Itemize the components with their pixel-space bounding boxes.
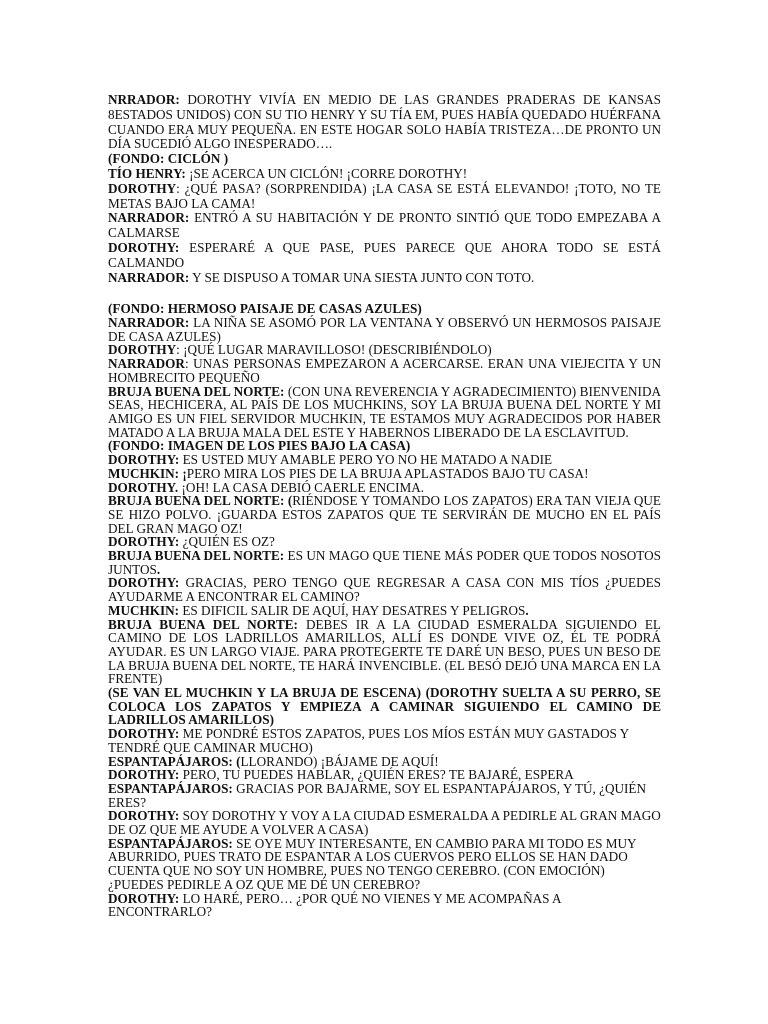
dialogue-text: : ¡QUÉ LUGAR MARAVILLOSO! (DESCRIBIÉNDOLO) (176, 342, 492, 358)
speaker-label: DOROTHY (108, 342, 177, 358)
dialogue-text: LLORANDO) ¡BÁJAME DE AQUÍ! (240, 753, 439, 769)
dialogue-text: ¡OH! LA CASA DEBIÓ CAERLE ENCIMA. (178, 479, 425, 495)
speaker-label: DOROTHY: (108, 890, 180, 906)
blank-line (108, 285, 661, 302)
speaker-label: DOROTHY: (108, 575, 180, 591)
script-paragraph (108, 782, 661, 809)
speaker-label: DOROTHY (108, 180, 177, 196)
script-paragraph (108, 211, 661, 241)
script-paragraph (108, 439, 661, 453)
speaker-label: DOROTHY: (108, 534, 180, 550)
speaker-label: (FONDO: IMAGEN DE LOS PIES BAJO LA CASA) (108, 438, 411, 454)
dialogue-text: PERO, TU PUEDES HABLAR, ¿QUIÉN ERES? TE BAJARÉ, ESPERA (179, 767, 574, 783)
dialogue-text: ME PONDRÉ ESTOS ZAPATOS, PUES LOS MÍOS ESTÁN MUY GASTADOS Y TENDRÉ QUE CAMINAR MUCHO) (108, 726, 629, 755)
script-paragraph (108, 385, 661, 440)
script-paragraph (108, 453, 661, 467)
dialogue-text: : ¿QUÉ PASA? (SORPRENDIDA) ¡LA CASA SE ESTÁ ELEVANDO! ¡TOTO, NO TE METAS BAJO LA CAMA! (108, 180, 661, 211)
dialogue-text: : UNAS PERSONAS EMPEZARON A ACERCARSE. ERAN UNA VIEJECITA Y UN HOMBRECITO PEQUEÑO (108, 356, 661, 385)
script-paragraph (108, 343, 661, 357)
script-paragraph (108, 727, 661, 754)
dialogue-text: ENTRÓ A SU HABITACIÓN Y DE PRONTO SINTIÓ QUE TODO EMPEZABA A CALMARSE (108, 210, 661, 241)
speaker-label: (FONDO: CICLÓN ) (108, 151, 229, 167)
dialogue-text: DOROTHY VIVÍA EN MEDIO DE LAS GRANDES PRADERAS DE KANSAS 8ESTADOS UNIDOS) CON SU TIO HENRY Y SU TÍA EM, PUES HABÍA QUEDADO HUÉRFANA CUANDO ERA MUY PEQUEÑA. EN ESTE HOGAR SOLO HABÍA TRISTEZA…DE PRONTO UN DÍA SUCEDIÓ ALGO INESPERADO…. (108, 92, 661, 152)
dialogue-text: ¡SE ACERCA UN CICLÓN! ¡CORRE DOROTHY! (185, 165, 468, 181)
dialogue-text: ES DIFICIL SALIR DE AQUÍ, HAY DESATRES Y PELIGROS (179, 602, 526, 618)
dialogue-text: PERO MIRA LOS PIES DE LA BRUJA APLASTADOS BAJO TU CASA! (186, 465, 589, 481)
script-paragraph (108, 604, 661, 618)
script-paragraph (108, 241, 661, 271)
dialogue-text: LO HARÉ, PERO… ¿POR QUÉ NO VIENES Y ME ACOMPAÑAS A ENCONTRARLO? (108, 890, 561, 920)
speaker-label: NARRADOR: (108, 269, 190, 285)
speaker-label: DOROTHY: (108, 808, 180, 824)
speaker-label: . (525, 602, 529, 618)
script-paragraph (108, 686, 661, 727)
dialogue-text: Y SE DISPUSO A TOMAR UNA SIESTA JUNTO CON TOTO. (189, 269, 535, 285)
dialogue-text: (CON UNA REVERENCIA Y AGRADECIMIENTO) BIENVENIDA SEAS, HECHICERA, AL PAÍS DE LOS MUCHKINS, SOY LA BRUJA BUENA DEL NORTE Y MI AMIGO ES UN FIEL SERVIDOR MUCHKIN, TE ESTAMOS MUY AGRADECIDOS POR HABER MATADO A LA BRUJA MALA DEL ESTE Y HABERNOS LIBERADO DE LA ESCLAVITUD. (108, 383, 661, 440)
script-paragraph (108, 809, 661, 836)
speaker-label: ESPANTAPÁJAROS: ( (108, 753, 241, 769)
script-paragraph (108, 549, 661, 576)
speaker-label: . (156, 561, 161, 577)
script-paragraph (108, 93, 661, 152)
dialogue-text: LA NIÑA SE ASOMÓ POR LA VENTANA Y OBSERVÓ UN HERMOSOS PAISAJE DE CASA AZULES) (108, 315, 661, 344)
speaker-label: DOROTHY: (108, 239, 180, 255)
dialogue-text: ESPERARÉ A QUE PASE, PUES PARECE QUE AHORA TODO SE ESTÁ CALMANDO (108, 239, 661, 270)
speaker-label: NARRADOR: (108, 315, 190, 331)
script-paragraph (108, 302, 661, 316)
script-paragraph (108, 271, 661, 286)
speaker-label: BRUJA BUENA DEL NORTE: (108, 616, 298, 632)
speaker-label: BRUJA BUENA DEL NORTE: (108, 383, 285, 399)
script-paragraph (108, 892, 661, 919)
dialogue-text: RIÉNDOSE Y TOMANDO LOS ZAPATOS) ERA TAN VIEJA QUE SE HIZO POLVO. ¡GUARDA ESTOS ZAPATOS QUE TE SERVIRÁN DE MUCHO EN EL PAÍS DEL GRAN MAGO OZ! (108, 493, 661, 536)
dialogue-text: ¿QUIÉN ES OZ? (179, 534, 275, 550)
script-paragraph (108, 618, 661, 687)
script-paragraph (108, 494, 661, 535)
speaker-label: (SE VAN EL MUCHKIN Y LA BRUJA DE ESCENA) (DOROTHY SUELTA A SU PERRO, SE COLOCA LOS ZAPATOS Y EMPIEZA A CAMINAR SIGUIENDO EL CAMINO DE LADRILLOS AMARILLOS) (108, 685, 661, 728)
script-paragraph (108, 768, 661, 782)
script-paragraph (108, 316, 661, 343)
dialogue-text: DEBES IR A LA CIUDAD ESMERALDA SIGUIENDO EL CAMINO DE LOS LADRILLOS AMARILLOS, ALLÍ ES DONDE VIVE OZ, ÉL TE PODRÁ AYUDAR. ES UN LARGO VIAJE. PARA PROTEGERTE TE DARÉ UN BESO, PUES UN BESO DE LA BRUJA BUENA DEL NORTE, TE HARÁ INVENCIBLE. (EL BESÓ DEJÓ UNA MARCA EN LA FRENTE) (108, 616, 661, 687)
speaker-label: BRUJA BUENA DEL NORTE: (108, 548, 285, 564)
speaker-label: DOROTHY: (108, 452, 180, 468)
script-paragraph (108, 467, 661, 481)
speaker-label: NRRADOR: (108, 92, 180, 107)
speaker-label: DOROTHY: (108, 726, 180, 742)
speaker-label: (FONDO: HERMOSO PAISAJE DE CASAS AZULES) (108, 301, 422, 317)
script-paragraph (108, 755, 661, 769)
script-paragraph (108, 535, 661, 549)
speaker-label: MUCHKIN: (108, 602, 180, 618)
script-paragraph (108, 837, 661, 892)
dialogue-text: GRACIAS, PERO TENGO QUE REGRESAR A CASA CON MIS TÍOS ¿PUEDES AYUDARME A ENCONTRAR EL CAMINO? (108, 575, 661, 605)
script-paragraph (108, 481, 661, 495)
speaker-label: NARRADOR: (108, 210, 190, 226)
dialogue-text: ES UN MAGO QUE TIENE MÁS PODER QUE TODOS NOSOTOS JUNTOS (108, 548, 661, 577)
script-paragraph (108, 357, 661, 384)
script-paragraph (108, 576, 661, 603)
script-document (108, 93, 661, 919)
speaker-label: NARRADOR (108, 356, 185, 372)
speaker-label: DOROTHY: (108, 767, 180, 783)
speaker-label: DOROTHY. (108, 479, 179, 495)
dialogue-text: SOY DOROTHY Y VOY A LA CIUDAD ESMERALDA A PEDIRLE AL GRAN MAGO DE OZ QUE ME AYUDE A VOLVER A CASA) (108, 808, 661, 838)
speaker-label: ESPANTAPÁJAROS: (108, 780, 233, 796)
dialogue-text: ES USTED MUY AMABLE PERO YO NO HE MATADO A NADIE (179, 452, 553, 468)
script-paragraph (108, 152, 661, 167)
speaker-label: BRUJA BUENA DEL NORTE: ( (108, 493, 293, 509)
script-paragraph (108, 167, 661, 182)
dialogue-text: SE OYE MUY INTERESANTE, EN CAMBIO PARA MI TODO ES MUY ABURRIDO, PUES TRATO DE ESPANTAR A LOS CUERVOS PERO ELLOS SE HAN DADO CUENTA QUE NO SOY UN HOMBRE, PUES NO TENGO CEREBRO. (CON EMOCIÓN) ¿PUEDES PEDIRLE A OZ QUE ME DÉ UN CEREBRO? (108, 835, 637, 892)
script-paragraph (108, 182, 661, 212)
speaker-label: TÍO HENRY: (108, 165, 186, 181)
dialogue-text: GRACIAS POR BAJARME, SOY EL ESPANTAPÁJAROS, Y TÚ, ¿QUIÉN ERES? (108, 780, 646, 810)
speaker-label: ESPANTAPÁJAROS: (108, 835, 233, 851)
speaker-label: MUCHKIN: ¡ (108, 465, 187, 481)
